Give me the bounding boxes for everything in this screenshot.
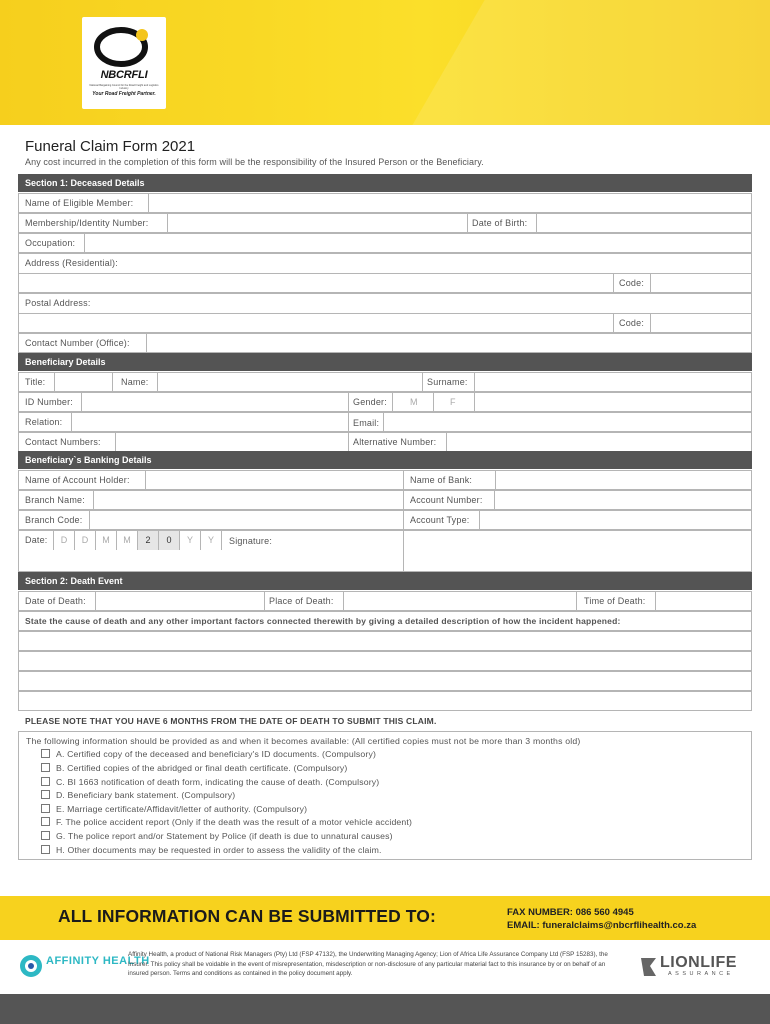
- banking-heading: Beneficiary`s Banking Details: [18, 451, 752, 469]
- doc-item-c[interactable]: C. BI 1663 notification of death form, indicating the cause of death. (Compulsory): [41, 777, 379, 787]
- checkbox-icon[interactable]: [41, 831, 50, 840]
- checkbox-icon[interactable]: [41, 817, 50, 826]
- checkbox-icon[interactable]: [41, 763, 50, 772]
- date-signature-row[interactable]: [18, 530, 752, 572]
- postal-code-label: Code:: [619, 318, 645, 328]
- gender-f-option[interactable]: F: [450, 397, 456, 407]
- id-number-label: ID Number:: [25, 397, 74, 407]
- cause-heading-row: [18, 611, 752, 631]
- date-box[interactable]: 0: [158, 531, 179, 550]
- beneficiary-contact-row[interactable]: [18, 432, 752, 452]
- title-label: Title:: [25, 377, 46, 387]
- header-banner: [0, 0, 770, 125]
- gender-label: Gender:: [353, 397, 387, 407]
- death-event-row[interactable]: [18, 591, 752, 611]
- date-box[interactable]: D: [53, 531, 74, 550]
- doc-item-e[interactable]: E. Marriage certificate/Affidavit/letter of authority. (Compulsory): [41, 804, 307, 814]
- cause-line-4[interactable]: [18, 691, 752, 711]
- signature-label: Signature:: [229, 536, 273, 546]
- lionlife-subtitle: ASSURANCE: [668, 971, 734, 977]
- required-documents-box: [18, 731, 752, 860]
- dob-label: Date of Birth:: [472, 218, 528, 228]
- bank-label: Name of Bank:: [410, 475, 473, 485]
- beneficiary-heading: Beneficiary Details: [18, 353, 752, 371]
- logo-tagline: Your Road Freight Partner.: [92, 91, 156, 97]
- claims-email[interactable]: EMAIL: funeralclaims@nbcrflihealth.co.za: [507, 920, 697, 931]
- date-box[interactable]: Y: [200, 531, 221, 550]
- doc-item-f[interactable]: F. The police accident report (Only if the death was the result of a motor vehicle accident): [41, 817, 412, 827]
- membership-id-label: Membership/Identity Number:: [25, 218, 149, 228]
- date-box[interactable]: D: [74, 531, 95, 550]
- cause-heading: State the cause of death and any other important factors connected therewith by giving a detailed description of how the incident happened:: [25, 616, 621, 626]
- footer-bar: [0, 994, 770, 1024]
- nbcrfli-logo: [82, 17, 166, 109]
- date-box[interactable]: M: [95, 531, 116, 550]
- claim-deadline-note: PLEASE NOTE THAT YOU HAVE 6 MONTHS FROM THE DATE OF DEATH TO SUBMIT THIS CLAIM.: [25, 716, 437, 726]
- address-label: Address (Residential):: [25, 258, 118, 268]
- occupation-field[interactable]: [18, 233, 752, 253]
- checkbox-icon[interactable]: [41, 790, 50, 799]
- account-number-label: Account Number:: [410, 495, 483, 505]
- cause-line-2[interactable]: [18, 651, 752, 671]
- doc-item-h[interactable]: H. Other documents may be requested in order to assess the validity of the claim.: [41, 845, 382, 855]
- branch-code-label: Branch Code:: [25, 515, 83, 525]
- account-holder-label: Name of Account Holder:: [25, 475, 130, 485]
- affinity-health-name: AFFINITY HEALTH: [46, 955, 150, 967]
- address-code-label: Code:: [619, 278, 645, 288]
- beneficiary-id-row[interactable]: [18, 392, 752, 412]
- date-box[interactable]: M: [116, 531, 137, 550]
- logo-subline: National Bargaining Council for the Road Freight and Logistics Industry: [89, 84, 159, 90]
- beneficiary-name-row[interactable]: [18, 372, 752, 392]
- postal-field[interactable]: [18, 293, 752, 333]
- doc-item-b[interactable]: B. Certified copies of the abridged or final death certificate. (Compulsory): [41, 763, 347, 773]
- doc-item-g[interactable]: G. The police report and/or Statement by Police (if death is due to unnatural causes): [41, 831, 393, 841]
- nbcrfli-swirl-icon: [94, 25, 152, 67]
- documents-intro: The following information should be provided as and when it becomes available: (All certified copies must not be more than 3 months old): [26, 736, 581, 746]
- email-label: Email:: [353, 418, 380, 428]
- membership-row: [18, 213, 752, 233]
- checkbox-icon[interactable]: [41, 777, 50, 786]
- date-label: Date:: [25, 535, 48, 545]
- checkbox-icon[interactable]: [41, 749, 50, 758]
- postal-label: Postal Address:: [25, 298, 91, 308]
- doc-item-a[interactable]: A. Certified copy of the deceased and beneficiary's ID documents. (Compulsory): [41, 749, 376, 759]
- account-type-label: Account Type:: [410, 515, 470, 525]
- eligible-member-field[interactable]: [18, 193, 752, 213]
- section1-heading: Section 1: Deceased Details: [18, 174, 752, 192]
- logo-name: NBCRFLI: [100, 69, 148, 81]
- eligible-member-label: Name of Eligible Member:: [25, 198, 134, 208]
- checkbox-icon[interactable]: [41, 845, 50, 854]
- form-subtitle: Any cost incurred in the completion of this form will be the responsibility of the Insured Person or the Beneficiary.: [25, 157, 484, 167]
- contact-office-field[interactable]: [18, 333, 752, 353]
- contact-office-label: Contact Number (Office):: [25, 338, 130, 348]
- date-box[interactable]: 2: [137, 531, 158, 550]
- date-of-death-label: Date of Death:: [25, 596, 86, 606]
- legal-disclaimer: Affinity Health, a product of National Risk Managers (Pty) Ltd (FSP 47132), the Underwriting Managing Agency; Lion of Africa Life Assurance Company Ltd (FSP 15283), the Insurer. This policy shall be voidable in the event of misrepresentation, misdescription or non-disclosure of any particular material fact to this insurance by or on behalf of an insured person. Terms and conditions as contained in the policy document apply.: [128, 951, 608, 977]
- submit-heading: ALL INFORMATION CAN BE SUBMITTED TO:: [58, 906, 436, 926]
- address-field[interactable]: [18, 253, 752, 293]
- alt-number-label: Alternative Number:: [353, 437, 437, 447]
- form-title: Funeral Claim Form 2021: [25, 138, 196, 155]
- beneficiary-relation-row[interactable]: [18, 412, 752, 432]
- doc-item-d[interactable]: D. Beneficiary bank statement. (Compulsory): [41, 790, 235, 800]
- relation-label: Relation:: [25, 417, 63, 427]
- banking-holder-row[interactable]: [18, 470, 752, 490]
- surname-label: Surname:: [427, 377, 468, 387]
- banner-swoosh: [392, 0, 770, 160]
- section2-heading: Section 2: Death Event: [18, 572, 752, 590]
- occupation-label: Occupation:: [25, 238, 76, 248]
- contact-numbers-label: Contact Numbers:: [25, 437, 101, 447]
- fax-number: FAX NUMBER: 086 560 4945: [507, 907, 634, 918]
- checkbox-icon[interactable]: [41, 804, 50, 813]
- time-of-death-label: Time of Death:: [584, 596, 646, 606]
- banking-code-row[interactable]: [18, 510, 752, 530]
- lionlife-name: LIONLIFE: [660, 954, 737, 971]
- gender-m-option[interactable]: M: [410, 397, 418, 407]
- branch-name-label: Branch Name:: [25, 495, 85, 505]
- date-box[interactable]: Y: [179, 531, 200, 550]
- cause-line-1[interactable]: [18, 631, 752, 651]
- name-label: Name:: [121, 377, 149, 387]
- banking-branch-row[interactable]: [18, 490, 752, 510]
- cause-line-3[interactable]: [18, 671, 752, 691]
- place-of-death-label: Place of Death:: [269, 596, 334, 606]
